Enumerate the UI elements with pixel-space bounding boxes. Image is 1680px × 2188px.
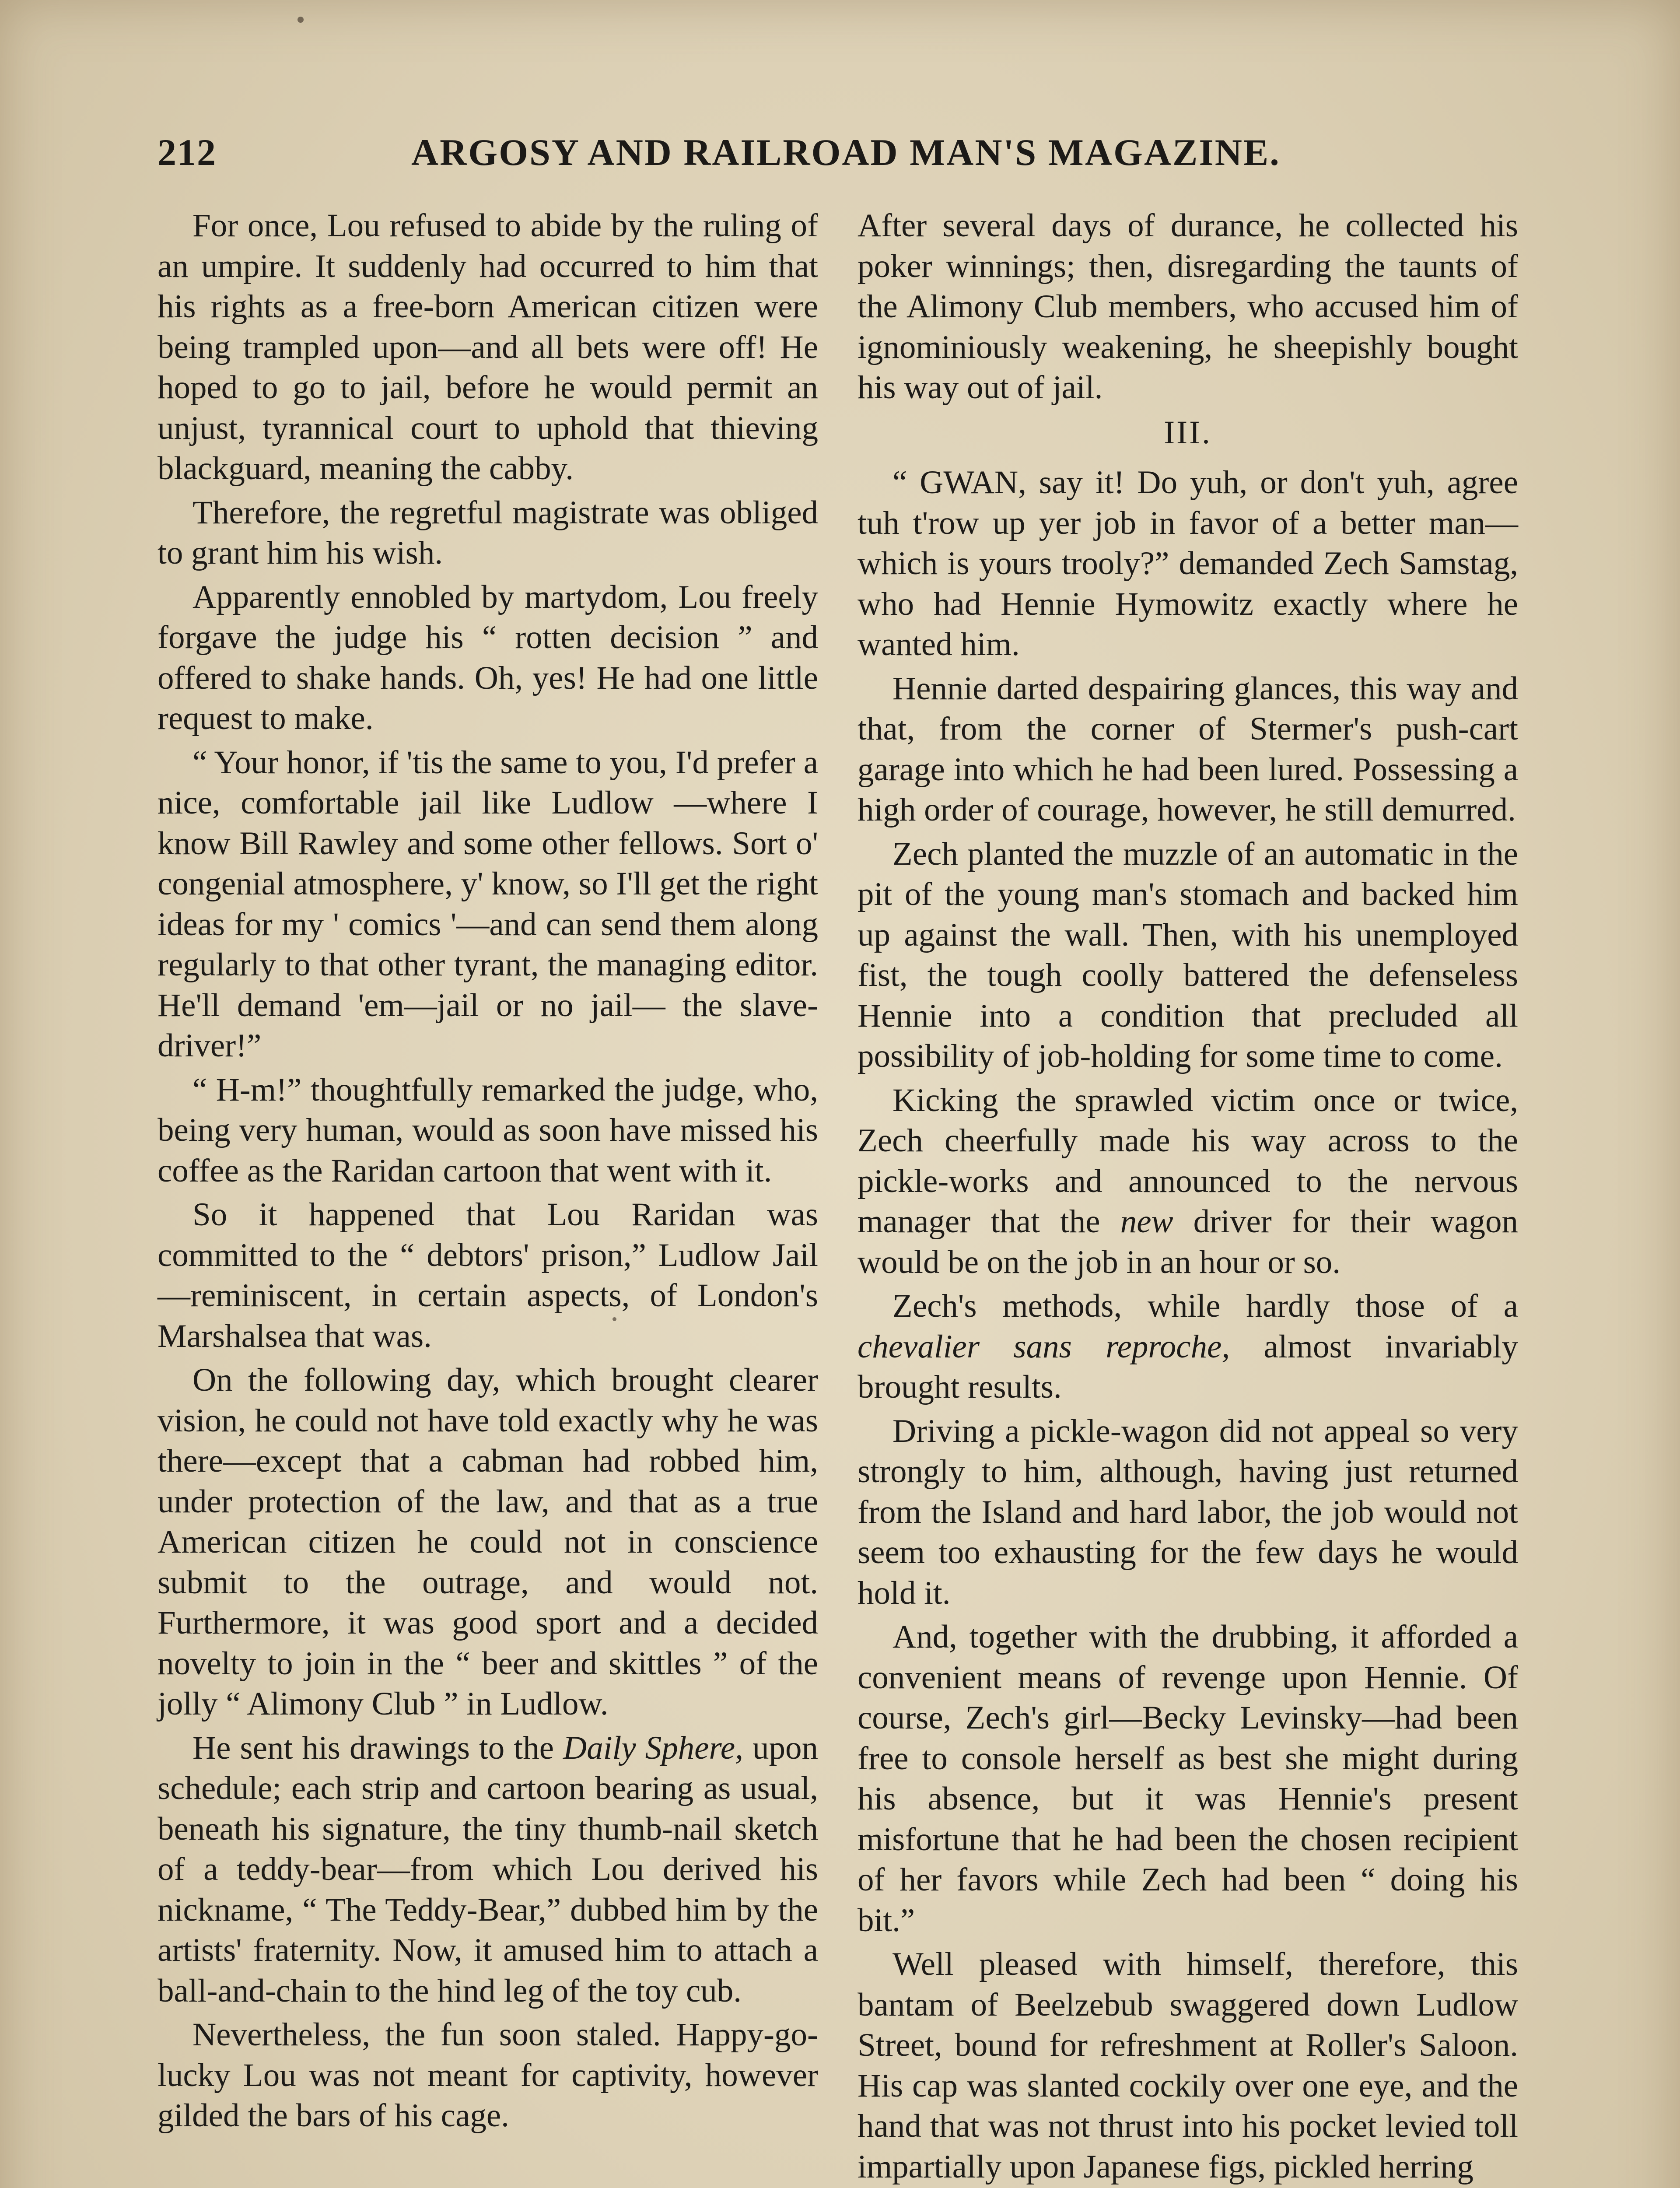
paragraph: Hennie darted despairing glances, this way and that, from the corner of Stermer's push-cart garage into which he had been lured. Possessing a high order of courage, however, he still demurred. — [858, 670, 1518, 828]
paragraph: Driving a pickle-wagon did not appeal so very strongly to him, although, having just returned from the Island and hard labor, the job would not seem too exhausting for the few days he would hold it. — [858, 1413, 1518, 1611]
paragraph: On the following day, which brought clearer vision, he could not have told exactly why he was there—except that a cabman had robbed him, under protection of the law, and that as a true American citizen he could not in conscience submit to the outrage, and would not. Furthermore, it was good sport and a decided novelty to join in the “ beer and skittles ” of the jolly “ Alimony Club ” in Ludlow. — [158, 1362, 818, 1722]
paragraph: “ GWAN, say it! Do yuh, or don't yuh, agree tuh t'row up yer job in favor of a better man—which is yours trooly?” demanded Zech Samstag, who had Hennie Hymowitz exactly where he wanted him. — [858, 464, 1518, 663]
paragraph: “ H-m!” thoughtfully remarked the judge, who, being very human, would as soon have missed his coffee as the Raridan cartoon that went with it. — [158, 1071, 818, 1189]
left-column — [158, 206, 818, 2140]
paragraph: So it happened that Lou Raridan was committed to the “ debtors' prison,” Ludlow Jail—reminiscent, in certain aspects, of London's Marshalsea that was. — [158, 1196, 818, 1354]
paragraph-continued: After several days of durance, he collected his poker winnings; then, disregarding the taunts of the Alimony Club members, who accused him of ignominiously weakening, he sheepishly bought his way out of jail. — [858, 207, 1518, 406]
text-run: driver for their wagon would be on the job in an hour or so. — [858, 1203, 1518, 1280]
italic-newspaper-title: Daily Sphere, — [563, 1729, 743, 1766]
text-run: Zech's methods, while hardly those of a — [892, 1288, 1518, 1324]
paragraph-new-driver — [858, 1080, 1518, 1283]
text-run: upon schedule; each strip and cartoon bearing as usual, beneath his signature, the tiny thumb-nail sketch of a teddy-bear—from which Lou derived his nickname, “ The Teddy-Bear,” dubbed him by the artists' fraternity. Now, it amused him to attach a ball-and-chain to the hind leg of the toy cub. — [158, 1729, 819, 2009]
paragraph: “ Your honor, if 'tis the same to you, I'd prefer a nice, comfortable jail like Ludlow —where I know Bill Rawley and some other fellows. Sort o' congenial atmosphere, y' know, so I'll get the right ideas for my ' comics '—and can send them along regularly to that other tyrant, the managing editor. He'll demand 'em—jail or no jail— the slave-driver!” — [158, 744, 818, 1064]
text-run: almost invariably brought results. — [858, 1328, 1518, 1405]
paragraph-daily-sphere — [158, 1728, 818, 2012]
paragraph: Zech planted the muzzle of an automatic in the pit of the young man's stomach and backed him up against the wall. Then, with his unemployed fist, the tough coolly battered the defenseless Hennie into a condition that precluded all possibility of job-holding for some time to come. — [858, 835, 1518, 1074]
section-heading: III. — [1164, 414, 1212, 451]
print-speck — [612, 1317, 616, 1321]
paragraph: Well pleased with himself, therefore, this bantam of Beelzebub swaggered down Ludlow Street, bound for refreshment at Roller's Saloon. His cap was slanted cockily over one eye, and the hand that was not thrust into his pocket levied toll impartially upon Japanese figs, pickled herring — [858, 1946, 1518, 2185]
text-run: Kicking the sprawled victim once or twice, Zech cheerfully made his way across to the pickle-works and announced to the nervous manager that the — [858, 1082, 1518, 1240]
paragraph: Apparently ennobled by martydom, Lou freely forgave the judge his “ rotten decision ” and offered to shake hands. Oh, yes! He had one little request to make. — [158, 579, 818, 736]
italic-word: new — [1120, 1203, 1173, 1240]
page-number: 212 — [158, 131, 217, 173]
running-head: ARGOSY AND RAILROAD MAN'S MAGAZINE. — [411, 131, 1281, 173]
paragraph: Therefore, the regretful magistrate was obliged to grant him his wish. — [158, 494, 818, 571]
paragraph-chevalier — [858, 1286, 1518, 1408]
paragraph: Nevertheless, the fun soon staled. Happy-go-lucky Lou was not meant for captivity, however gilded the bars of his cage. — [158, 2016, 818, 2134]
paragraph: For once, Lou refused to abide by the ruling of an umpire. It suddenly had occurred to him that his rights as a free-born American citizen were being trampled upon—and all bets were off! He hoped to go to jail, before he would permit an unjust, tyrannical court to uphold that thieving blackguard, meaning the cabby. — [158, 207, 818, 487]
paragraph: And, together with the drubbing, it afforded a convenient means of revenge upon Hennie. Of course, Zech's girl—Becky Levinsky—had been free to console herself as best she might during his absence, but it was Hennie's present misfortune that he had been the chosen recipient of her favors while Zech had been “ doing his bit.” — [858, 1619, 1518, 1939]
right-column — [858, 206, 1518, 2188]
italic-phrase: chevalier sans reproche, — [858, 1328, 1230, 1365]
page-header — [158, 130, 1312, 179]
print-speck — [298, 17, 304, 23]
text-run: He sent his drawings to the — [192, 1729, 564, 1766]
